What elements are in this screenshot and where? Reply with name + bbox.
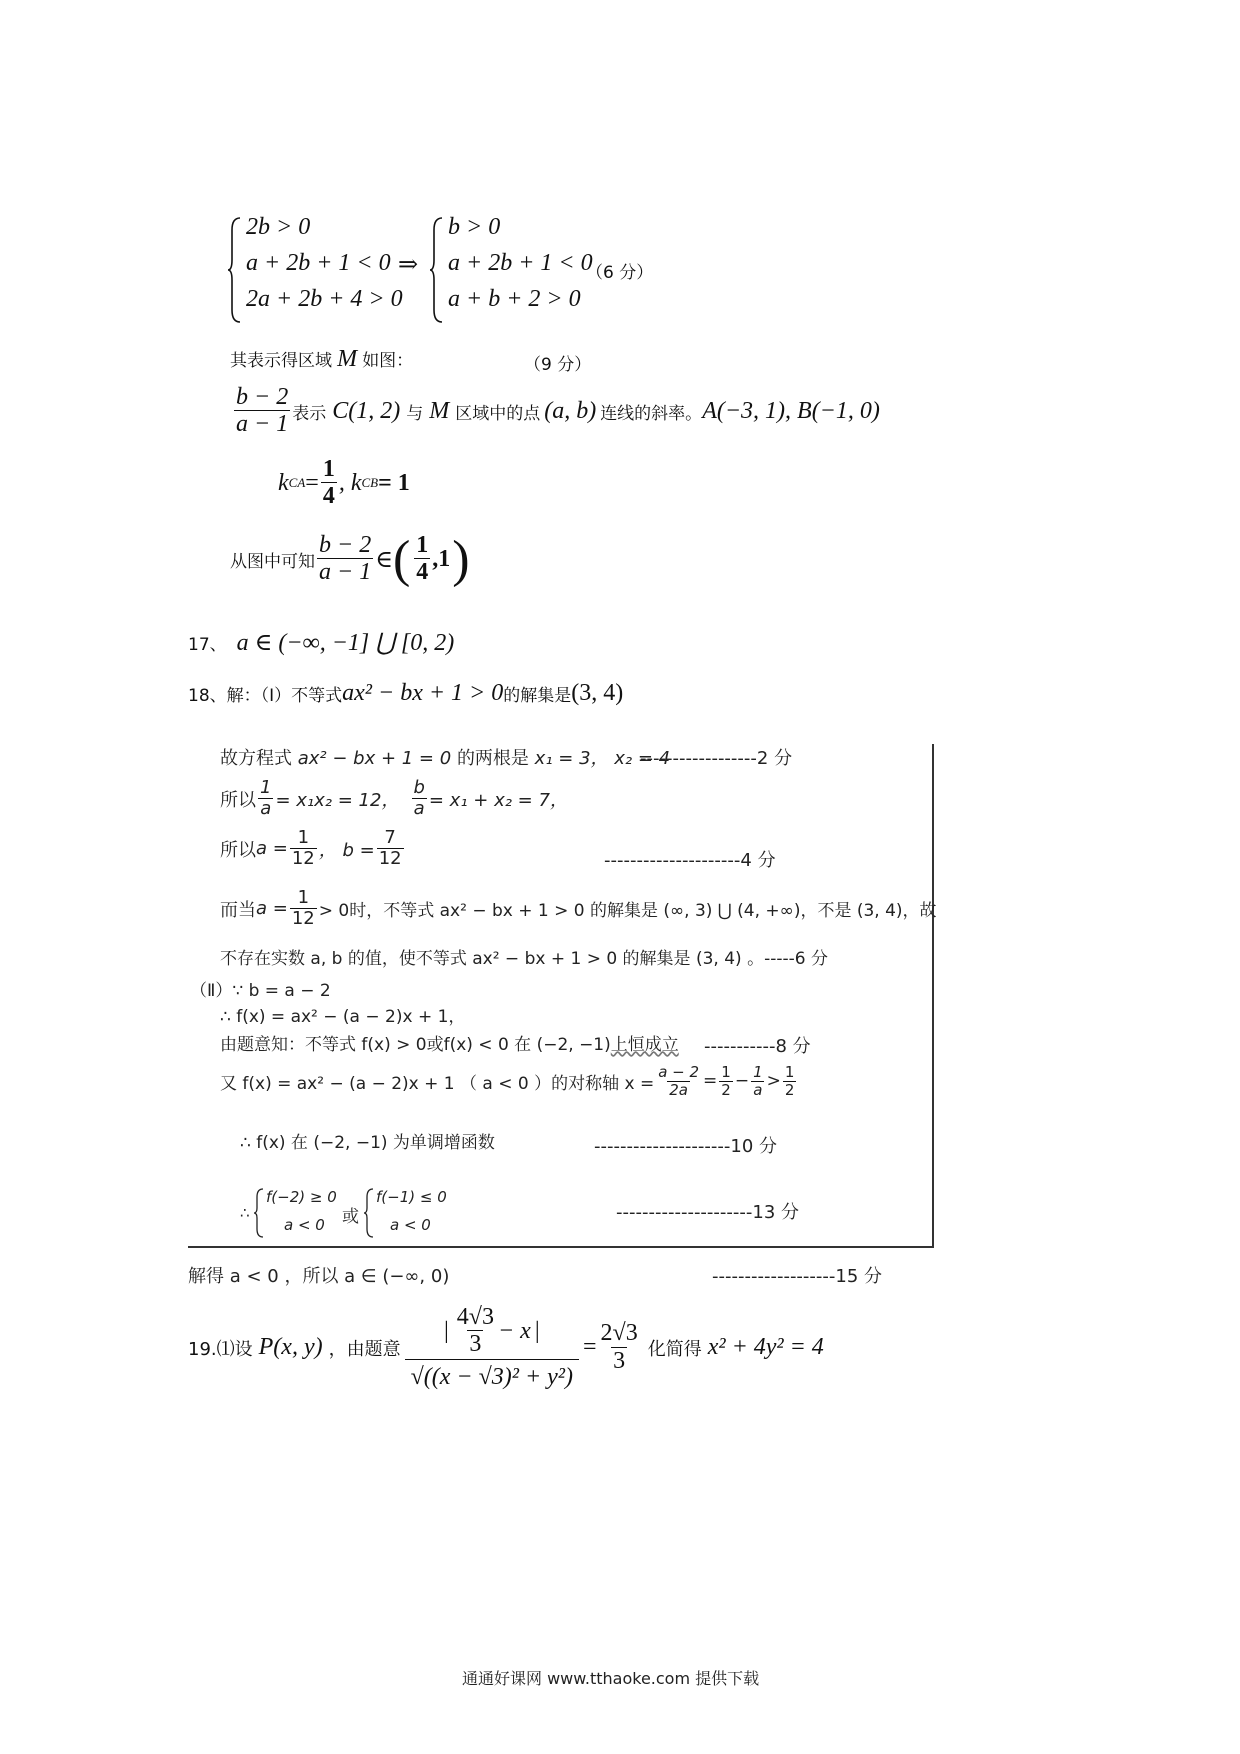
box-line-9 (220, 1064, 798, 1099)
system-right-row-2: a + 2b + 1 < 0 (448, 250, 593, 276)
point-c: C(1, 2) (332, 397, 401, 424)
box-l1-dash: ------------------2 分 (640, 748, 793, 769)
region-text: 其表示得区域 (230, 351, 332, 371)
box-l9-m1: = (703, 1071, 718, 1092)
system-right-row-3: a + b + 2 > 0 (448, 286, 581, 312)
system-left-row-2: a + 2b + 1 < 0 (246, 250, 391, 276)
slope-fraction (234, 384, 290, 439)
footer-text: 通通好课网 www.tthaoke.com 提供下载 (462, 1669, 760, 1688)
k-ca-sub: CA (288, 475, 306, 491)
slope-text-2: 与 (406, 403, 424, 424)
k-values-line (278, 456, 410, 511)
fraction-numerator: 1 (721, 1063, 731, 1081)
implies-arrow: ⇒ (398, 252, 419, 278)
fraction-numerator: 1 (297, 827, 310, 848)
q17-answer: a ∈ (−∞, −1] ⋃ [0, 2) (236, 630, 455, 656)
box-line-3 (220, 828, 406, 869)
system-2-row-1: f(−1) ≤ 0 (376, 1188, 447, 1206)
fraction-numerator: 1 (416, 532, 429, 558)
slope-text-1: 表示 (292, 403, 327, 424)
box-l9-frac-2 (719, 1064, 733, 1099)
box-l3-frac-a (290, 828, 317, 869)
right-paren-icon: ) (452, 531, 470, 588)
system-1-row-1: f(−2) ≥ 0 (266, 1188, 337, 1206)
region-m: M (337, 346, 358, 372)
box-l2-frac-2 (411, 778, 426, 819)
system-left-row-3: 2a + 2b + 4 > 0 (246, 286, 403, 312)
element-of: ∈ (375, 547, 393, 573)
box-l9-frac-1 (656, 1064, 701, 1099)
left-brace-icon (364, 1188, 374, 1238)
fraction-denominator: √((x − √3)² + y²) (405, 1359, 579, 1392)
box-l8-wavy: 上恒成立 (610, 1035, 679, 1055)
fraction-denominator: a (260, 797, 272, 819)
slope-line (232, 384, 880, 439)
fraction-denominator: 12 (291, 907, 315, 929)
box-line-8 (220, 1030, 679, 1055)
box-l9-m3: > (766, 1071, 781, 1092)
q17-label: 17、 (188, 635, 227, 655)
fraction-numerator: 1 (297, 887, 310, 908)
fraction-numerator: b (413, 777, 425, 798)
box-l4-frac (290, 888, 317, 929)
fraction-denominator: a − 1 (236, 411, 289, 438)
system-1-row-2: a < 0 (284, 1216, 325, 1234)
slope-text-4: 连线的斜率。 (600, 403, 703, 424)
fraction-denominator: 2 (721, 1080, 731, 1099)
question-19 (188, 1304, 824, 1392)
box-l3-pre: 所以 (220, 839, 256, 861)
or-text: 或 (342, 1207, 359, 1227)
box-line-6: （Ⅱ）∵ b = a − 2 (190, 981, 331, 1001)
k-cb-value: = 1 (378, 469, 410, 496)
fraction-denominator: 4 (416, 559, 429, 586)
fraction-denominator: 12 (378, 847, 402, 869)
box-line-10: ∴ f(x) 在 (−2, −1) 为单调增函数 (240, 1133, 495, 1153)
q18-inequality: ax² − bx + 1 > 0 (342, 680, 504, 706)
box-l9-m2: − (734, 1071, 750, 1092)
points-ab: A(−3, 1), B(−1, 0) (702, 397, 880, 424)
q19-main-fraction (405, 1304, 579, 1392)
box-l8-dash: -----------8 分 (704, 1036, 811, 1057)
fraction-denominator: 2 (784, 1080, 795, 1099)
fraction-denominator: a (413, 797, 425, 819)
fraction-numerator: b − 2 (319, 532, 372, 558)
k-ca-fraction (321, 456, 337, 511)
slope-text-3: 区域中的点 (455, 403, 541, 424)
q19-tail: 化简得 (647, 1338, 702, 1360)
box-l2-eq1: = x₁x₂ = 12， (275, 789, 400, 811)
equals: = (305, 469, 319, 496)
q19-point: P(x, y) (258, 1334, 323, 1361)
fraction-denominator: 2a (669, 1080, 688, 1099)
equals: = (583, 1334, 597, 1361)
conclusion-line (230, 530, 470, 589)
left-brace-icon (430, 216, 444, 324)
score-6: （6 分） (586, 263, 654, 283)
box-l9-frac-3 (751, 1064, 765, 1099)
question-17 (188, 628, 454, 657)
left-paren-icon: ( (392, 531, 411, 588)
box-l1-eq: ax² − bx + 1 = 0 (297, 748, 452, 769)
k-ca: k (278, 469, 289, 496)
box-l9-frac-4 (783, 1064, 797, 1099)
box-l3-a: a = (256, 838, 288, 860)
box-line-7: ∴ f(x) = ax² − (a − 2)x + 1， (220, 1007, 466, 1027)
question-18 (188, 680, 623, 707)
box-l9-text: 又 f(x) = ax² − (a − 2)x + 1 （ a < 0 ）的对称轴 x = (220, 1073, 655, 1094)
solve-dash: -------------------15 分 (712, 1266, 883, 1287)
interval-fraction (414, 532, 430, 587)
q19-inner-fraction (455, 1304, 496, 1359)
box-l4-pre: 而当 (220, 899, 256, 921)
box-line-4 (220, 888, 937, 929)
point-ab: (a, b) (544, 397, 597, 424)
box-l3-b: ， b = (318, 839, 375, 861)
fraction-numerator: a − 2 (658, 1063, 700, 1081)
box-l2-frac-1 (258, 778, 273, 819)
fraction-numerator: 1 (753, 1063, 763, 1081)
fraction-numerator: b − 2 (236, 384, 289, 410)
conclusion-fraction (317, 532, 373, 587)
box-l11-dash: ---------------------13 分 (616, 1202, 800, 1223)
fraction-denominator: 12 (291, 847, 315, 869)
box-l1-mid: 的两根是 (456, 748, 529, 769)
box-l2-pre: 所以 (220, 789, 256, 811)
fraction-denominator: 3 (613, 1347, 626, 1374)
box-l3-dash: ---------------------4 分 (604, 850, 776, 871)
left-brace-icon (254, 1188, 264, 1238)
interval-rest: ,1 (432, 546, 451, 572)
k-cb: , k (338, 469, 362, 496)
region-m-2: M (429, 397, 450, 424)
fraction-numerator: 7 (384, 827, 396, 848)
q18-text: 的解集是 (503, 686, 572, 706)
score-9: （9 分） (524, 355, 592, 375)
fraction-denominator: 3 (469, 1331, 482, 1358)
q19-label: 19.⑴设 (188, 1338, 253, 1360)
system-left-row-1: 2b > 0 (246, 214, 311, 240)
fraction-denominator: a (753, 1080, 763, 1099)
box-l10-dash: ---------------------10 分 (594, 1136, 778, 1157)
system-right-row-1: b > 0 (448, 214, 501, 240)
therefore: ∴ (240, 1204, 250, 1222)
fraction-numerator: 2√3 (600, 1320, 638, 1347)
fraction-numerator: 1 (322, 456, 335, 482)
left-brace-icon (228, 216, 242, 324)
q19-right-fraction (599, 1320, 640, 1375)
box-l4-a: a = (256, 898, 288, 920)
fraction-denominator: a − 1 (319, 559, 372, 586)
fraction-numerator: 4√3 (456, 1304, 494, 1330)
q19-inner-rest: − x (497, 1318, 531, 1345)
k-cb-sub: CB (361, 475, 379, 491)
box-l8-text: 由题意知：不等式 f(x) > 0或f(x) < 0 在 (−2, −1) (220, 1035, 611, 1055)
box-l3-frac-b (377, 828, 404, 869)
box-line-1 (220, 744, 670, 770)
box-line-2 (220, 778, 568, 819)
solve-line: 解得 a < 0 ，所以 a ∈ (−∞, 0) (188, 1266, 450, 1287)
q18-label: 18、解：（Ⅰ）不等式 (188, 686, 343, 706)
fraction-numerator: 1 (260, 777, 272, 798)
fraction-numerator: 1 (784, 1063, 795, 1081)
box-l1-roots: x₁ = 3， x₂ = 4 (534, 748, 671, 769)
box-l1-text: 故方程式 (220, 748, 292, 769)
q18-set: (3, 4) (571, 680, 624, 706)
q19-text: ，由题意 (328, 1338, 401, 1360)
q19-result: x² + 4y² = 4 (707, 1334, 824, 1361)
fraction-numerator: | $\frac{4√3}{3}$ − x | (443, 1304, 540, 1358)
box-line-5: 不存在实数 a, b 的值，使不等式 ax² − bx + 1 > 0 的解集是 (3, 4) 。-----6 分 (220, 949, 828, 969)
system-2-row-2: a < 0 (390, 1216, 431, 1234)
region-after: 如图： (362, 351, 414, 371)
fraction-denominator: 4 (322, 483, 335, 510)
region-line (230, 346, 413, 373)
conclusion-text: 从图中可知 (230, 552, 315, 572)
box-l2-eq2: = x₁ + x₂ = 7， (428, 789, 568, 811)
box-l4-rest: > 0时，不等式 ax² − bx + 1 > 0 的解集是 (∞, 3) ⋃ (4, +∞)，不是 (3, 4)，故 (318, 901, 937, 922)
